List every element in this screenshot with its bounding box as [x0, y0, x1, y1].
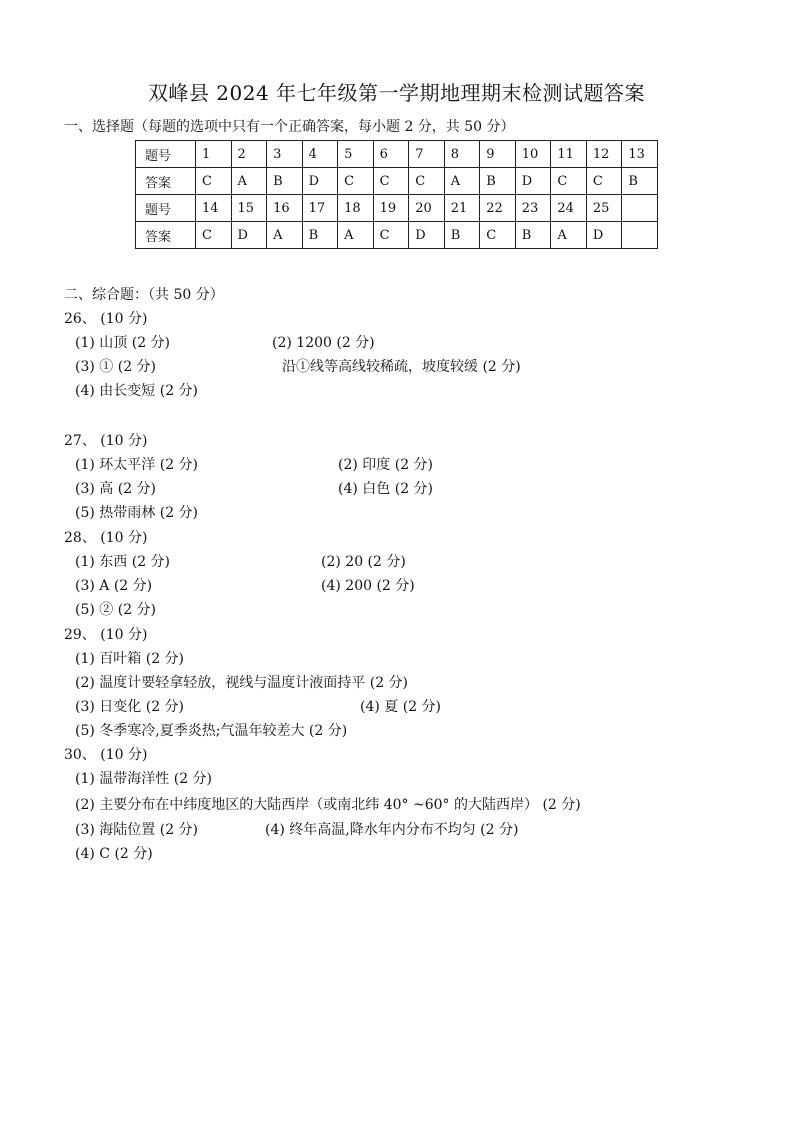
table-cell: 10 [515, 141, 551, 168]
section1-heading: 一、选择题（每题的选项中只有一个正确答案，每小题 2 分，共 50 分） [64, 119, 515, 135]
q28-heading: 28、 (10 分) [64, 530, 148, 546]
q29-answer-5: (5) 冬季寒冷,夏季炎热;气温年较差大 (2 分) [75, 723, 348, 739]
q29-answer-1: (1) 百叶箱 (2 分) [75, 651, 185, 667]
table-cell: 题号 [136, 141, 196, 168]
table-cell: B [515, 222, 551, 249]
page-title: 双峰县 2024 年七年级第一学期地理期末检测试题答案 [147, 81, 646, 105]
table-cell: 15 [231, 195, 267, 222]
table-cell [622, 195, 658, 222]
q28-answer-4: (4) 200 (2 分) [321, 578, 415, 594]
q29-answer-3: (3) 日变化 (2 分) [75, 699, 185, 715]
table-cell: C [409, 168, 445, 195]
q26-heading: 26、 (10 分) [64, 311, 148, 327]
table-cell: B [480, 168, 516, 195]
table-cell: 6 [373, 141, 409, 168]
table-cell: 5 [338, 141, 374, 168]
table-cell: B [267, 168, 303, 195]
table-cell: 3 [267, 141, 303, 168]
table-cell: D [409, 222, 445, 249]
table-row [136, 168, 658, 195]
table-cell: 4 [302, 141, 338, 168]
q27-answer-3: (3) 高 (2 分) [75, 481, 157, 497]
q30-answer-4: (4) 终年高温,降水年内分布不均匀 (2 分) [265, 822, 519, 838]
q29-heading: 29、 (10 分) [64, 627, 148, 643]
table-cell: 8 [444, 141, 480, 168]
q30-heading: 30、 (10 分) [64, 747, 148, 763]
table-cell: A [444, 168, 480, 195]
table-cell: 14 [196, 195, 232, 222]
table-cell: 22 [480, 195, 516, 222]
table-cell: 24 [551, 195, 587, 222]
table-cell: C [586, 168, 622, 195]
table-cell: A [231, 168, 267, 195]
table-cell: B [302, 222, 338, 249]
q26-answer-3: (3) ① (2 分) [75, 359, 157, 375]
table-cell: 题号 [136, 195, 196, 222]
table-cell: 7 [409, 141, 445, 168]
q26-answer-1: (1) 山顶 (2 分) [75, 335, 171, 351]
q30-answer-5: (4) C (2 分) [75, 846, 153, 862]
table-cell: 答案 [136, 222, 196, 249]
table-cell: 23 [515, 195, 551, 222]
table-cell: C [338, 168, 374, 195]
table-cell: 17 [302, 195, 338, 222]
q30-answer-1: (1) 温带海洋性 (2 分) [75, 771, 213, 787]
table-row [136, 195, 658, 222]
q29-answer-2: (2) 温度计要轻拿轻放，视线与温度计液面持平 (2 分) [75, 675, 409, 691]
table-cell: 2 [231, 141, 267, 168]
table-row [136, 222, 658, 249]
section2-heading: 二、综合题：（共 50 分） [64, 287, 224, 303]
q27-answer-4: (4) 白色 (2 分) [338, 481, 434, 497]
table-cell: C [373, 168, 409, 195]
table-cell: 21 [444, 195, 480, 222]
table-cell: C [196, 168, 232, 195]
table-cell: C [196, 222, 232, 249]
table-cell: 18 [338, 195, 374, 222]
q30-answer-2: (2) 主要分布在中纬度地区的大陆西岸（或南北纬 40° ~60° 的大陆西岸） (2 分) [75, 797, 581, 813]
table-cell: 9 [480, 141, 516, 168]
table-cell [622, 222, 658, 249]
q29-answer-4: (4) 夏 (2 分) [360, 699, 442, 715]
table-cell: A [551, 222, 587, 249]
table-cell: 20 [409, 195, 445, 222]
q28-answer-3: (3) A (2 分) [75, 578, 153, 594]
table-cell: B [622, 168, 658, 195]
q27-answer-1: (1) 环太平洋 (2 分) [75, 457, 199, 473]
q26-answer-3-explanation: 沿①线等高线较稀疏，坡度较缓 (2 分) [282, 359, 521, 375]
q30-answer-3: (3) 海陆位置 (2 分) [75, 822, 199, 838]
table-cell: D [586, 222, 622, 249]
table-cell: A [267, 222, 303, 249]
table-cell: 答案 [136, 168, 196, 195]
table-cell: C [373, 222, 409, 249]
table-cell: D [231, 222, 267, 249]
table-cell: D [302, 168, 338, 195]
answer-table [135, 140, 658, 249]
table-cell: B [444, 222, 480, 249]
q26-answer-4: (4) 由长变短 (2 分) [75, 383, 199, 399]
table-cell: 1 [196, 141, 232, 168]
table-cell: D [515, 168, 551, 195]
table-cell: C [551, 168, 587, 195]
q27-heading: 27、 (10 分) [64, 433, 148, 449]
table-cell: 16 [267, 195, 303, 222]
table-cell: 11 [551, 141, 587, 168]
q28-answer-1: (1) 东西 (2 分) [75, 554, 171, 570]
table-cell: 25 [586, 195, 622, 222]
q28-answer-2: (2) 20 (2 分) [321, 554, 406, 570]
q27-answer-5: (5) 热带雨林 (2 分) [75, 505, 199, 521]
table-cell: 12 [586, 141, 622, 168]
table-cell: A [338, 222, 374, 249]
table-cell: C [480, 222, 516, 249]
table-cell: 19 [373, 195, 409, 222]
table-row [136, 141, 658, 168]
table-cell: 13 [622, 141, 658, 168]
q26-answer-2: (2) 1200 (2 分) [272, 335, 375, 351]
q27-answer-2: (2) 印度 (2 分) [338, 457, 434, 473]
q28-answer-5: (5) ② (2 分) [75, 602, 157, 618]
